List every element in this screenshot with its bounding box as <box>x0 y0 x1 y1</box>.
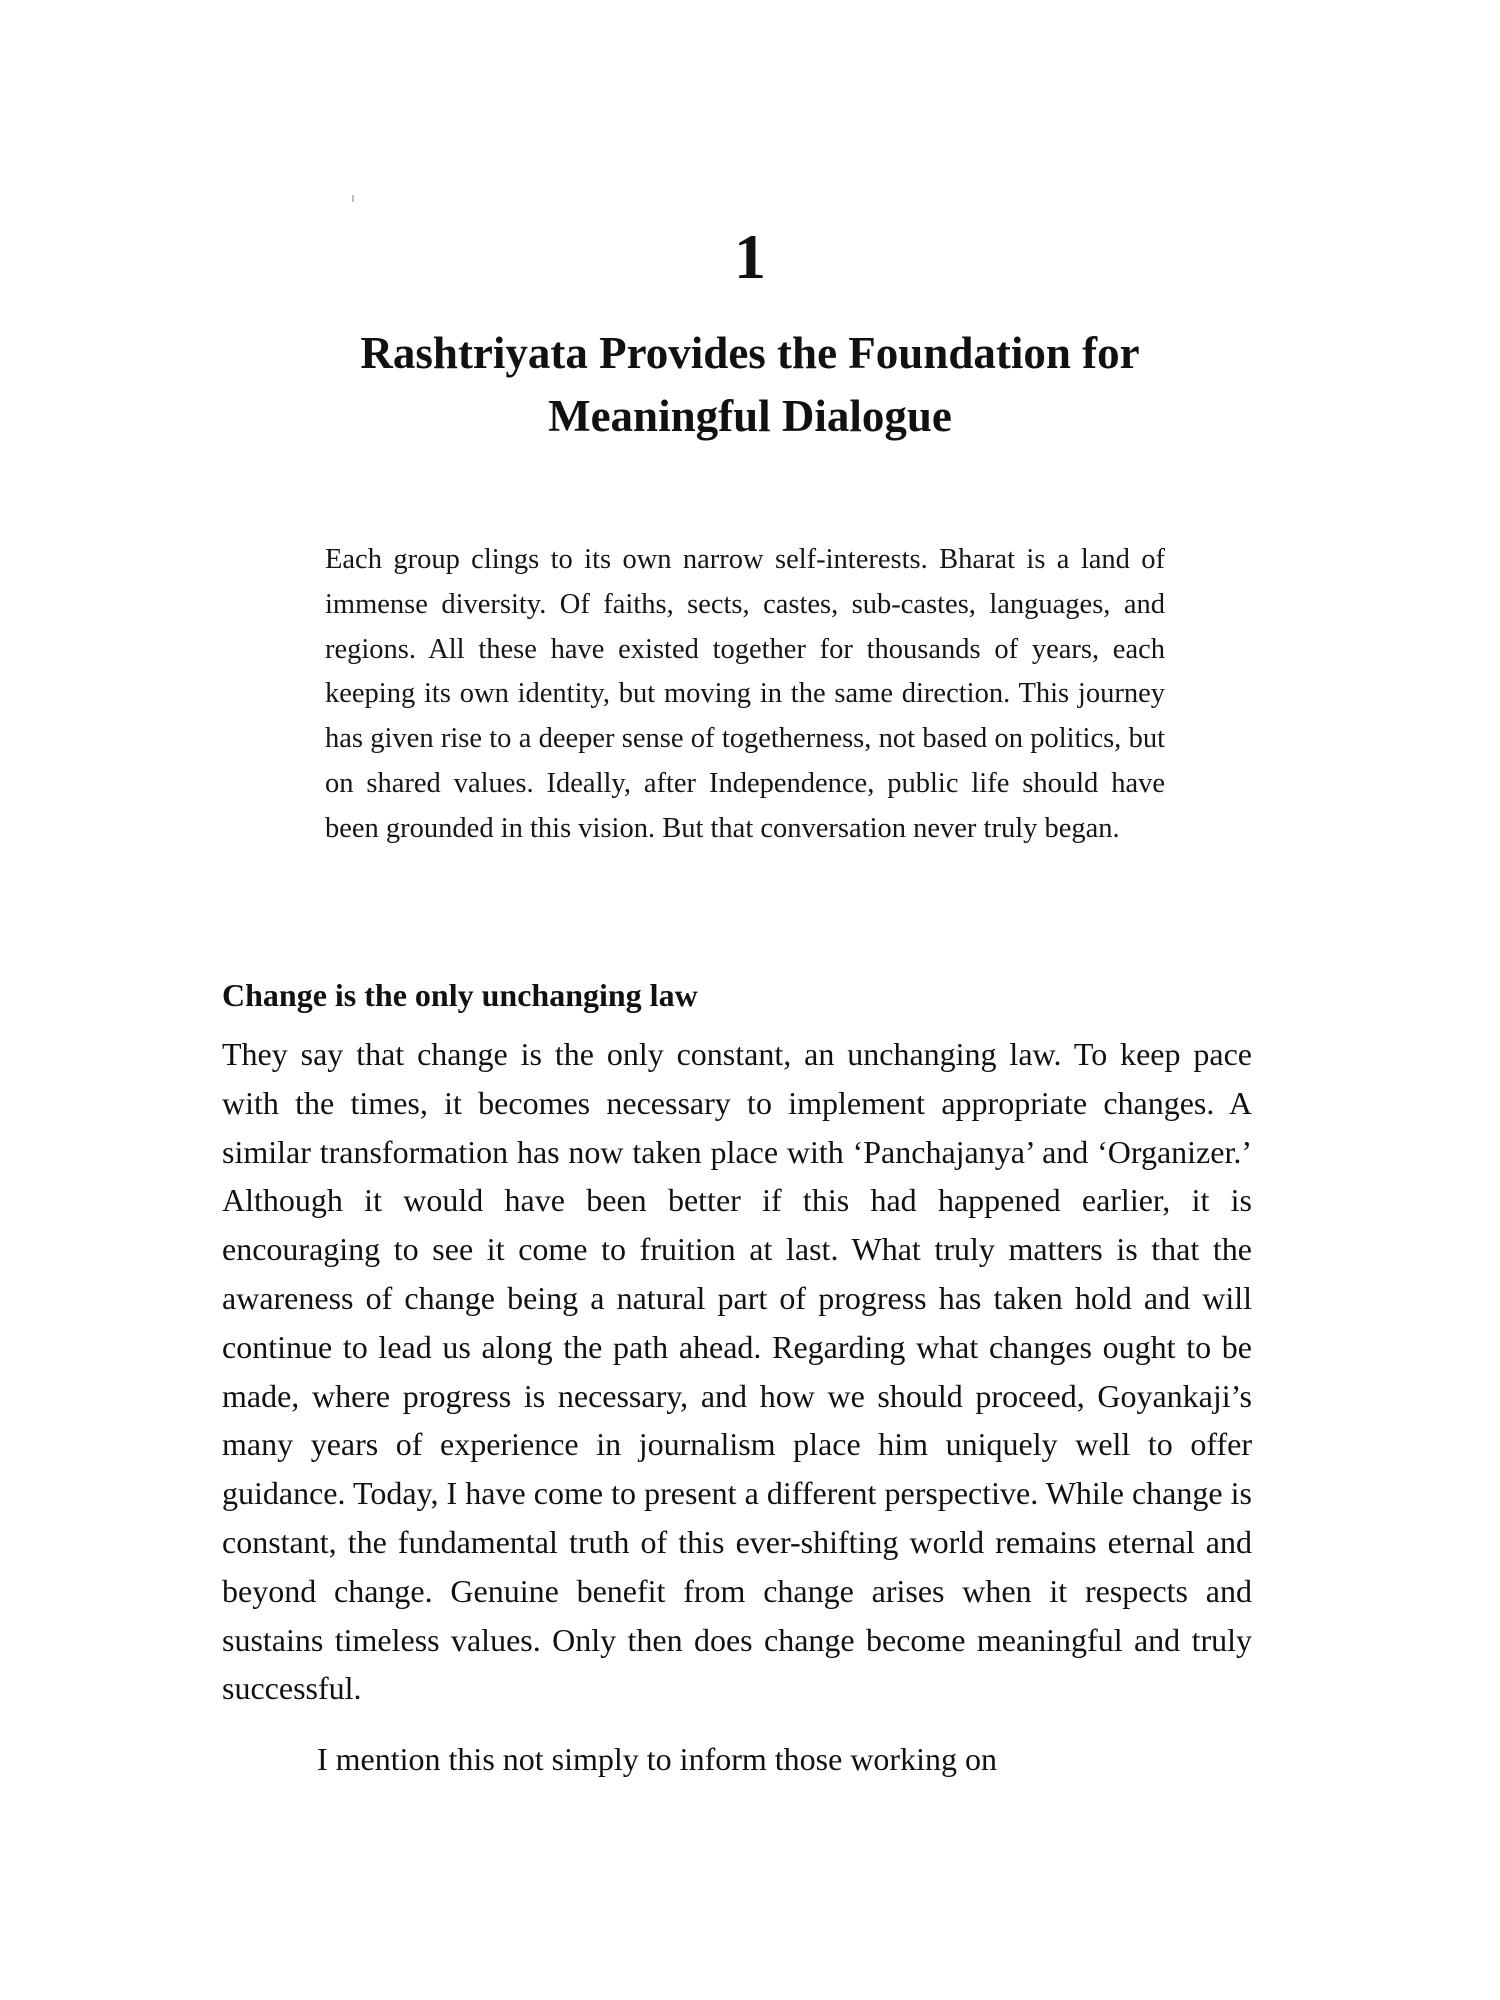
chapter-epigraph: Each group clings to its own narrow self-interests. Bharat is a land of immense diversity. Of faiths, sects, castes, sub-castes, languages, and regions. All these have existed together for thousands of years, each keeping its own identity, but moving in the same direction. This journey has given rise to a deeper sense of togetherness, not based on politics, but on shared values. Ideally, after Independence, public life should have been grounded in this vision. But that conversation never truly began. <box>325 544 1165 844</box>
body-paragraph: I mention this not simply to inform those working on <box>317 1741 997 1778</box>
scan-speck <box>352 195 354 202</box>
section-body <box>222 1030 1252 1784</box>
chapter-number: 1 <box>734 221 766 292</box>
chapter-title: Rashtriyata Provides the Foundation for Meaningful Dialogue <box>360 328 1140 441</box>
body-paragraph: They say that change is the only constant, an unchanging law. To keep pace with the times, it becomes necessary to implement appropriate changes. A similar transformation has now taken place with ‘Panchajanya’ and ‘Organizer.’ Although it would have been better if this had happened earlier, it is encouraging to see it come to fruition at last. What truly matters is that the awareness of change being a natural part of progress has taken hold and will continue to lead us along the path ahead. Regarding what changes ought to be made, where progress is necessary, and how we should proceed, Goyankaji’s many years of experience in journalism place him uniquely well to offer guidance. Today, I have come to present a different perspective. While change is constant, the fundamental truth of this ever-shifting world remains eternal and beyond change. Genuine benefit from change arises when it respects and sustains timeless values. Only then does change become meaningful and truly successful. <box>222 1036 1252 1707</box>
section-heading: Change is the only unchanging law <box>222 977 698 1013</box>
